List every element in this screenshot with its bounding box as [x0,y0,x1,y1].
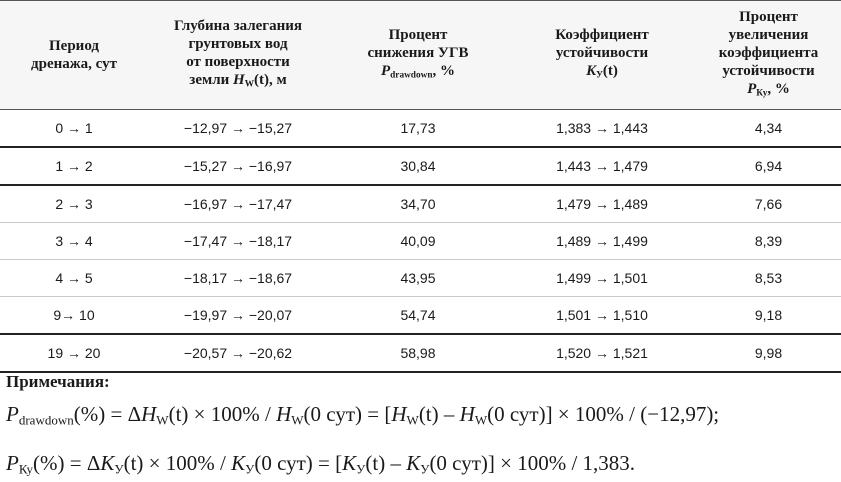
stability-formula: $P_{Ку}(\%) = \Delta K_У(t) \times 100\% / K_У(0$ $сут) = [K_У(t) - K_У(0$ сут)] × 100% / 1,383. [6,451,636,477]
cell-increase: 9,98 [696,334,841,372]
table-row [0,223,841,260]
cell-coefficient: 1,499 → 1,501 [508,260,696,297]
cell-drawdown: 40,09 [328,223,508,260]
table-row [0,297,841,335]
cell-coefficient: 1,443 → 1,479 [508,147,696,185]
cell-depth: −15,27 → −16,97 [148,147,328,185]
cell-period: 3 → 4 [0,223,148,260]
cell-coefficient: 1,479 → 1,489 [508,185,696,223]
header-stability-coefficient: Коэффициент устойчивости $K_У(t)$ [508,1,696,110]
cell-coefficient: 1,501 → 1,510 [508,297,696,335]
cell-drawdown: 58,98 [328,334,508,372]
cell-depth: −18,17 → −18,67 [148,260,328,297]
table-row [0,260,841,297]
cell-period: 19 → 20 [0,334,148,372]
table-row [0,110,841,148]
cell-coefficient: 1,383 → 1,443 [508,110,696,148]
cell-depth: −16,97 → −17,47 [148,185,328,223]
cell-period: 2 → 3 [0,185,148,223]
cell-drawdown: 30,84 [328,147,508,185]
cell-increase: 4,34 [696,110,841,148]
cell-increase: 8,53 [696,260,841,297]
header-drawdown-percent: Процент снижения УГВ $P_{drawdown}$, % [328,1,508,110]
cell-depth: −20,57 → −20,62 [148,334,328,372]
cell-depth: −12,97 → −15,27 [148,110,328,148]
cell-period: 9→ 10 [0,297,148,335]
cell-drawdown: 34,70 [328,185,508,223]
table-header-row [0,1,841,110]
cell-drawdown: 54,74 [328,297,508,335]
notes-title: Примечания: [6,372,110,391]
cell-depth: −19,97 → −20,07 [148,297,328,335]
cell-depth: −17,47 → −18,17 [148,223,328,260]
header-stability-increase-percent: Процент увеличения коэффициента устойчивости $P_{Ку}$, % [696,1,841,110]
header-drainage-period: Период дренажа, сут [0,1,148,110]
cell-coefficient: 1,489 → 1,499 [508,223,696,260]
cell-increase: 9,18 [696,297,841,335]
notes-section [6,372,841,482]
cell-period: 1 → 2 [0,147,148,185]
cell-drawdown: 43,95 [328,260,508,297]
cell-period: 0 → 1 [0,110,148,148]
drawdown-formula: $P_{drawdown}(\%) = \Delta H_W(t) \times 100\% / H_W(0$ $сут) = [H_W(t) - H_W(0$ сут)] × 100% / (−12,97); [6,402,720,428]
cell-coefficient: 1,520 → 1,521 [508,334,696,372]
cell-period: 4 → 5 [0,260,148,297]
table-row [0,185,841,223]
cell-increase: 8,39 [696,223,841,260]
table-row [0,147,841,185]
cell-increase: 7,66 [696,185,841,223]
cell-increase: 6,94 [696,147,841,185]
table-row [0,334,841,372]
header-groundwater-depth: Глубина залегания грунтовых вод от поверхности земли $H_W(t)$, м [148,1,328,110]
cell-drawdown: 17,73 [328,110,508,148]
